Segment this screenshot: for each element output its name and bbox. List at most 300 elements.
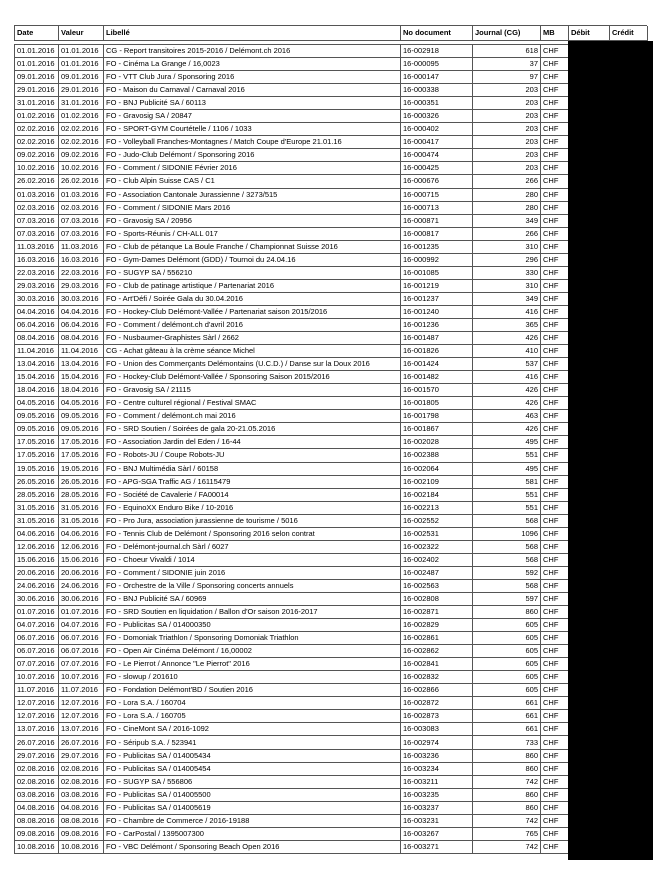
table-row (15, 423, 647, 436)
table-row (15, 149, 647, 162)
cell-date: 29.01.2016 (15, 84, 59, 97)
cell-no-document: 16-000326 (401, 110, 473, 123)
cell-valeur: 11.07.2016 (59, 684, 104, 697)
cell-mb: CHF (541, 476, 569, 489)
cell-mb: CHF (541, 97, 569, 110)
cell-no-document: 16-002322 (401, 541, 473, 554)
column-header-credit: Crédit (610, 26, 648, 41)
cell-date: 19.05.2016 (15, 463, 59, 476)
table-row (15, 632, 647, 645)
cell-date: 12.06.2016 (15, 541, 59, 554)
cell-libelle: FO - Publicitas SA / 014005434 (104, 750, 401, 763)
cell-journal-cg: 605 (473, 671, 541, 684)
cell-mb: CHF (541, 423, 569, 436)
cell-mb: CHF (541, 293, 569, 306)
cell-mb: CHF (541, 632, 569, 645)
cell-no-document: 16-002388 (401, 449, 473, 462)
cell-no-document: 16-002872 (401, 697, 473, 710)
cell-no-document: 16-001867 (401, 423, 473, 436)
cell-mb: CHF (541, 828, 569, 841)
cell-no-document: 16-000095 (401, 58, 473, 71)
cell-mb: CHF (541, 684, 569, 697)
cell-date: 07.07.2016 (15, 658, 59, 671)
column-header-journal-cg: Journal (CG) (473, 26, 541, 41)
cell-journal-cg: 605 (473, 658, 541, 671)
cell-journal-cg: 581 (473, 476, 541, 489)
cell-no-document: 16-000402 (401, 123, 473, 136)
cell-valeur: 01.07.2016 (59, 606, 104, 619)
table-row (15, 123, 647, 136)
cell-journal-cg: 280 (473, 189, 541, 202)
cell-valeur: 13.04.2016 (59, 358, 104, 371)
cell-libelle: FO - Association Jardin del Eden / 16-44 (104, 436, 401, 449)
cell-date: 01.02.2016 (15, 110, 59, 123)
cell-libelle: FO - Comment / SIDONIE juin 2016 (104, 567, 401, 580)
table-row (15, 97, 647, 110)
cell-libelle: FO - CarPostal / 1395007300 (104, 828, 401, 841)
cell-valeur: 02.08.2016 (59, 763, 104, 776)
cell-mb: CHF (541, 58, 569, 71)
cell-journal-cg: 597 (473, 593, 541, 606)
cell-date: 10.07.2016 (15, 671, 59, 684)
cell-journal-cg: 568 (473, 580, 541, 593)
cell-libelle: FO - Chambre de Commerce / 2016-19188 (104, 815, 401, 828)
cell-mb: CHF (541, 136, 569, 149)
cell-no-document: 16-002184 (401, 489, 473, 502)
cell-journal-cg: 97 (473, 71, 541, 84)
cell-date: 02.02.2016 (15, 123, 59, 136)
cell-mb: CHF (541, 110, 569, 123)
cell-no-document: 16-002402 (401, 554, 473, 567)
cell-no-document: 16-000147 (401, 71, 473, 84)
cell-no-document: 16-000871 (401, 215, 473, 228)
table-row (15, 580, 647, 593)
cell-mb: CHF (541, 45, 569, 58)
cell-libelle: FO - Domoniak Triathlon / Sponsoring Domoniak Triathlon (104, 632, 401, 645)
table-row (15, 397, 647, 410)
cell-journal-cg: 661 (473, 710, 541, 723)
cell-valeur: 12.07.2016 (59, 697, 104, 710)
cell-no-document: 16-000715 (401, 189, 473, 202)
table-row (15, 162, 647, 175)
column-header-no-document: No document (401, 26, 473, 41)
cell-valeur: 24.06.2016 (59, 580, 104, 593)
cell-journal-cg: 537 (473, 358, 541, 371)
cell-valeur: 07.03.2016 (59, 215, 104, 228)
cell-valeur: 03.08.2016 (59, 789, 104, 802)
cell-mb: CHF (541, 763, 569, 776)
cell-date: 20.06.2016 (15, 567, 59, 580)
cell-libelle: FO - Centre culturel régional / Festival SMAC (104, 397, 401, 410)
cell-mb: CHF (541, 175, 569, 188)
cell-mb: CHF (541, 306, 569, 319)
cell-valeur: 17.05.2016 (59, 436, 104, 449)
cell-no-document: 16-001805 (401, 397, 473, 410)
cell-libelle: FO - Hockey-Club Delémont-Vallée / Sponsoring Saison 2015/2016 (104, 371, 401, 384)
column-header-date: Date (15, 26, 59, 41)
cell-no-document: 16-002552 (401, 515, 473, 528)
table-row (15, 697, 647, 710)
cell-mb: CHF (541, 371, 569, 384)
cell-libelle: CG - Achat gâteau à la crème séance Michel (104, 345, 401, 358)
cell-journal-cg: 37 (473, 58, 541, 71)
cell-libelle: FO - Publicitas SA / 014005454 (104, 763, 401, 776)
cell-journal-cg: 426 (473, 384, 541, 397)
table-row (15, 489, 647, 502)
cell-libelle: FO - Cinéma La Grange / 16,0023 (104, 58, 401, 71)
cell-libelle: FO - slowup / 201610 (104, 671, 401, 684)
cell-date: 09.08.2016 (15, 828, 59, 841)
cell-libelle: FO - Art'Défi / Soirée Gala du 30.04.2016 (104, 293, 401, 306)
cell-journal-cg: 463 (473, 410, 541, 423)
cell-no-document: 16-002873 (401, 710, 473, 723)
table-row (15, 293, 647, 306)
table-row (15, 189, 647, 202)
cell-no-document: 16-003235 (401, 789, 473, 802)
table-row (15, 84, 647, 97)
table-row (15, 58, 647, 71)
cell-valeur: 08.08.2016 (59, 815, 104, 828)
cell-valeur: 08.04.2016 (59, 332, 104, 345)
cell-date: 10.02.2016 (15, 162, 59, 175)
cell-valeur: 13.07.2016 (59, 723, 104, 736)
cell-date: 13.04.2016 (15, 358, 59, 371)
cell-no-document: 16-001237 (401, 293, 473, 306)
cell-date: 02.08.2016 (15, 763, 59, 776)
cell-journal-cg: 605 (473, 684, 541, 697)
table-row (15, 410, 647, 423)
cell-no-document: 16-002871 (401, 606, 473, 619)
cell-valeur: 04.07.2016 (59, 619, 104, 632)
cell-journal-cg: 310 (473, 241, 541, 254)
cell-journal-cg: 296 (473, 254, 541, 267)
cell-date: 06.04.2016 (15, 319, 59, 332)
cell-journal-cg: 203 (473, 149, 541, 162)
cell-valeur: 20.06.2016 (59, 567, 104, 580)
cell-no-document: 16-002028 (401, 436, 473, 449)
cell-journal-cg: 860 (473, 750, 541, 763)
cell-libelle: FO - Lora S.A. / 160705 (104, 710, 401, 723)
cell-libelle: FO - Delémont-journal.ch Sàrl / 6027 (104, 541, 401, 554)
cell-journal-cg: 330 (473, 267, 541, 280)
cell-valeur: 02.08.2016 (59, 776, 104, 789)
cell-no-document: 16-002563 (401, 580, 473, 593)
cell-journal-cg: 860 (473, 606, 541, 619)
cell-valeur: 06.04.2016 (59, 319, 104, 332)
table-row (15, 554, 647, 567)
cell-date: 26.02.2016 (15, 175, 59, 188)
table-row (15, 202, 647, 215)
table-row (15, 345, 647, 358)
cell-journal-cg: 605 (473, 632, 541, 645)
table-row (15, 110, 647, 123)
cell-valeur: 16.03.2016 (59, 254, 104, 267)
cell-valeur: 30.03.2016 (59, 293, 104, 306)
cell-mb: CHF (541, 710, 569, 723)
cell-valeur: 09.05.2016 (59, 423, 104, 436)
cell-date: 09.05.2016 (15, 423, 59, 436)
cell-journal-cg: 1096 (473, 528, 541, 541)
cell-journal-cg: 568 (473, 515, 541, 528)
cell-no-document: 16-003211 (401, 776, 473, 789)
cell-libelle: FO - Gravosig SA / 20956 (104, 215, 401, 228)
cell-date: 30.06.2016 (15, 593, 59, 606)
cell-libelle: FO - Publicitas SA / 014005619 (104, 802, 401, 815)
cell-valeur: 01.02.2016 (59, 110, 104, 123)
cell-journal-cg: 605 (473, 619, 541, 632)
table-row (15, 45, 647, 58)
table-row (15, 228, 647, 241)
cell-valeur: 10.07.2016 (59, 671, 104, 684)
cell-libelle: FO - Gravosig SA / 20847 (104, 110, 401, 123)
cell-mb: CHF (541, 123, 569, 136)
table-row (15, 541, 647, 554)
cell-valeur: 07.07.2016 (59, 658, 104, 671)
cell-date: 01.07.2016 (15, 606, 59, 619)
table-row (15, 306, 647, 319)
cell-date: 02.02.2016 (15, 136, 59, 149)
table-row (15, 736, 647, 749)
cell-no-document: 16-000817 (401, 228, 473, 241)
cell-valeur: 22.03.2016 (59, 267, 104, 280)
cell-valeur: 18.04.2016 (59, 384, 104, 397)
cell-valeur: 17.05.2016 (59, 449, 104, 462)
cell-libelle: FO - Comment / delémont.ch d'avril 2016 (104, 319, 401, 332)
cell-journal-cg: 568 (473, 541, 541, 554)
cell-mb: CHF (541, 189, 569, 202)
cell-date: 17.05.2016 (15, 436, 59, 449)
cell-no-document: 16-000338 (401, 84, 473, 97)
cell-no-document: 16-001219 (401, 280, 473, 293)
cell-date: 07.03.2016 (15, 215, 59, 228)
cell-no-document: 16-001570 (401, 384, 473, 397)
cell-mb: CHF (541, 332, 569, 345)
cell-libelle: FO - Fondation Delémont'BD / Soutien 2016 (104, 684, 401, 697)
table-row (15, 71, 647, 84)
cell-no-document: 16-000992 (401, 254, 473, 267)
cell-libelle: FO - Sports-Réunis / CH-ALL 017 (104, 228, 401, 241)
cell-journal-cg: 416 (473, 371, 541, 384)
cell-mb: CHF (541, 449, 569, 462)
cell-date: 15.04.2016 (15, 371, 59, 384)
cell-libelle: FO - SRD Soutien en liquidation / Ballon d'Or saison 2016-2017 (104, 606, 401, 619)
cell-date: 12.07.2016 (15, 697, 59, 710)
cell-libelle: FO - Société de Cavalerie / FA00014 (104, 489, 401, 502)
cell-mb: CHF (541, 215, 569, 228)
cell-date: 02.03.2016 (15, 202, 59, 215)
cell-libelle: CG - Report transitoires 2015-2016 / Delémont.ch 2016 (104, 45, 401, 58)
table-row (15, 267, 647, 280)
cell-mb: CHF (541, 671, 569, 684)
cell-no-document: 16-002841 (401, 658, 473, 671)
cell-journal-cg: 280 (473, 202, 541, 215)
cell-date: 07.03.2016 (15, 228, 59, 241)
cell-journal-cg: 203 (473, 84, 541, 97)
table-row (15, 436, 647, 449)
table-row (15, 528, 647, 541)
cell-mb: CHF (541, 750, 569, 763)
cell-date: 31.05.2016 (15, 502, 59, 515)
cell-date: 04.08.2016 (15, 802, 59, 815)
cell-journal-cg: 618 (473, 45, 541, 58)
cell-mb: CHF (541, 319, 569, 332)
cell-date: 11.03.2016 (15, 241, 59, 254)
cell-libelle: FO - Orchestre de la Ville / Sponsoring concerts annuels (104, 580, 401, 593)
cell-no-document: 16-002109 (401, 476, 473, 489)
cell-libelle: FO - Publicitas SA / 014005500 (104, 789, 401, 802)
cell-journal-cg: 605 (473, 645, 541, 658)
cell-date: 24.06.2016 (15, 580, 59, 593)
cell-valeur: 04.04.2016 (59, 306, 104, 319)
cell-libelle: FO - Comment / SIDONIE Février 2016 (104, 162, 401, 175)
cell-date: 26.05.2016 (15, 476, 59, 489)
cell-libelle: FO - Club de pétanque La Boule Franche / Championnat Suisse 2016 (104, 241, 401, 254)
table-header-row (14, 25, 647, 41)
cell-no-document: 16-002487 (401, 567, 473, 580)
cell-journal-cg: 266 (473, 228, 541, 241)
cell-journal-cg: 203 (473, 162, 541, 175)
cell-date: 04.07.2016 (15, 619, 59, 632)
cell-journal-cg: 860 (473, 789, 541, 802)
cell-libelle: FO - SRD Soutien / Soirées de gala 20-21.05.2016 (104, 423, 401, 436)
cell-mb: CHF (541, 567, 569, 580)
cell-valeur: 26.07.2016 (59, 736, 104, 749)
cell-libelle: FO - Gravosig SA / 21115 (104, 384, 401, 397)
cell-mb: CHF (541, 593, 569, 606)
cell-date: 11.07.2016 (15, 684, 59, 697)
cell-mb: CHF (541, 228, 569, 241)
cell-libelle: FO - Robots-JU / Coupe Robots-JU (104, 449, 401, 462)
cell-mb: CHF (541, 202, 569, 215)
cell-date: 12.07.2016 (15, 710, 59, 723)
cell-date: 01.03.2016 (15, 189, 59, 202)
cell-mb: CHF (541, 463, 569, 476)
cell-mb: CHF (541, 71, 569, 84)
cell-no-document: 16-001798 (401, 410, 473, 423)
cell-no-document: 16-000474 (401, 149, 473, 162)
cell-date: 11.04.2016 (15, 345, 59, 358)
cell-libelle: FO - APG-SGA Traffic AG / 16115479 (104, 476, 401, 489)
cell-no-document: 16-003271 (401, 841, 473, 854)
cell-no-document: 16-003267 (401, 828, 473, 841)
cell-no-document: 16-001235 (401, 241, 473, 254)
cell-valeur: 15.04.2016 (59, 371, 104, 384)
cell-mb: CHF (541, 736, 569, 749)
cell-no-document: 16-001482 (401, 371, 473, 384)
cell-mb: CHF (541, 280, 569, 293)
table-row (15, 841, 647, 854)
cell-journal-cg: 860 (473, 802, 541, 815)
cell-valeur: 31.05.2016 (59, 515, 104, 528)
cell-journal-cg: 426 (473, 397, 541, 410)
cell-no-document: 16-002861 (401, 632, 473, 645)
table-row (15, 828, 647, 841)
cell-no-document: 16-002808 (401, 593, 473, 606)
table-row (15, 710, 647, 723)
cell-valeur: 04.06.2016 (59, 528, 104, 541)
cell-libelle: FO - Club de patinage artistique / Partenariat 2016 (104, 280, 401, 293)
cell-mb: CHF (541, 776, 569, 789)
cell-mb: CHF (541, 515, 569, 528)
cell-date: 18.04.2016 (15, 384, 59, 397)
cell-no-document: 16-002832 (401, 671, 473, 684)
accounting-journal-table (14, 25, 647, 854)
cell-no-document: 16-001085 (401, 267, 473, 280)
cell-mb: CHF (541, 241, 569, 254)
cell-no-document: 16-002866 (401, 684, 473, 697)
cell-libelle: FO - Club Alpin Suisse CAS / C1 (104, 175, 401, 188)
cell-journal-cg: 661 (473, 723, 541, 736)
cell-libelle: FO - SUGYP SA / 556806 (104, 776, 401, 789)
cell-no-document: 16-000713 (401, 202, 473, 215)
cell-libelle: FO - Comment / SIDONIE Mars 2016 (104, 202, 401, 215)
cell-libelle: FO - Lora S.A. / 160704 (104, 697, 401, 710)
cell-date: 28.05.2016 (15, 489, 59, 502)
cell-date: 31.05.2016 (15, 515, 59, 528)
cell-date: 08.04.2016 (15, 332, 59, 345)
cell-mb: CHF (541, 802, 569, 815)
cell-date: 06.07.2016 (15, 645, 59, 658)
cell-mb: CHF (541, 658, 569, 671)
cell-valeur: 12.06.2016 (59, 541, 104, 554)
cell-journal-cg: 426 (473, 332, 541, 345)
cell-valeur: 02.02.2016 (59, 123, 104, 136)
table-row (15, 254, 647, 267)
cell-valeur: 01.03.2016 (59, 189, 104, 202)
cell-valeur: 15.06.2016 (59, 554, 104, 567)
cell-no-document: 16-002974 (401, 736, 473, 749)
cell-no-document: 16-001826 (401, 345, 473, 358)
table-row (15, 619, 647, 632)
cell-no-document: 16-001424 (401, 358, 473, 371)
cell-mb: CHF (541, 697, 569, 710)
cell-valeur: 04.08.2016 (59, 802, 104, 815)
cell-valeur: 11.03.2016 (59, 241, 104, 254)
cell-no-document: 16-000425 (401, 162, 473, 175)
table-row (15, 671, 647, 684)
cell-date: 22.03.2016 (15, 267, 59, 280)
cell-journal-cg: 742 (473, 841, 541, 854)
cell-mb: CHF (541, 84, 569, 97)
table-row (15, 241, 647, 254)
cell-journal-cg: 310 (473, 280, 541, 293)
table-row (15, 215, 647, 228)
cell-libelle: FO - SUGYP SA / 556210 (104, 267, 401, 280)
table-row (15, 476, 647, 489)
cell-journal-cg: 592 (473, 567, 541, 580)
table-row (15, 175, 647, 188)
cell-date: 02.08.2016 (15, 776, 59, 789)
table-row (15, 789, 647, 802)
cell-date: 03.08.2016 (15, 789, 59, 802)
table-row (15, 658, 647, 671)
table-row (15, 750, 647, 763)
table-row (15, 463, 647, 476)
cell-journal-cg: 203 (473, 110, 541, 123)
cell-valeur: 01.01.2016 (59, 58, 104, 71)
cell-date: 04.05.2016 (15, 397, 59, 410)
cell-mb: CHF (541, 541, 569, 554)
cell-libelle: FO - Maison du Carnaval / Carnaval 2016 (104, 84, 401, 97)
cell-valeur: 10.08.2016 (59, 841, 104, 854)
cell-no-document: 16-002862 (401, 645, 473, 658)
column-header-valeur: Valeur (59, 26, 104, 41)
cell-date: 15.06.2016 (15, 554, 59, 567)
cell-libelle: FO - VTT Club Jura / Sponsoring 2016 (104, 71, 401, 84)
table-row (15, 502, 647, 515)
cell-date: 09.05.2016 (15, 410, 59, 423)
cell-mb: CHF (541, 254, 569, 267)
